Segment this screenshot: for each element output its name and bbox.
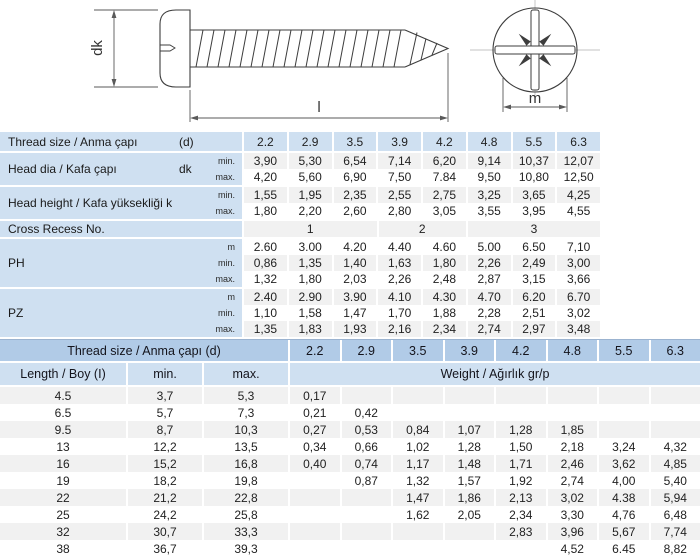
pz-max-row	[244, 321, 600, 337]
pz-block	[0, 289, 600, 337]
weight-cell: 1,07	[445, 421, 495, 438]
weight-cell	[290, 523, 340, 540]
max-cell: 39,3	[204, 540, 288, 557]
value-cell: 9,14	[468, 153, 511, 169]
header-sub-spacer	[205, 132, 242, 151]
weight-cell: 6,48	[651, 506, 700, 523]
value-cell: 5,60	[289, 169, 332, 185]
value-cell: 9,50	[468, 169, 511, 185]
weight-cell: 0,66	[342, 438, 392, 455]
weight-cell: 1,17	[393, 455, 443, 472]
max-sublabel: max.	[215, 324, 235, 334]
table-row	[0, 387, 700, 404]
value-cell: 7,10	[557, 239, 600, 255]
value-cell: 4.20	[334, 239, 377, 255]
weight-cell	[599, 387, 649, 404]
max-sublabel: max.	[215, 206, 235, 216]
min-sublabel: min.	[217, 156, 235, 166]
value-cell: 4,20	[244, 169, 287, 185]
weight-cell: 2,46	[548, 455, 598, 472]
value-cell: 2.90	[289, 289, 332, 305]
value-cell: 6,90	[334, 169, 377, 185]
value-cell: 12,50	[557, 169, 600, 185]
max-column-header: max.	[204, 363, 288, 385]
value-cell: 2,28	[468, 305, 511, 321]
weight-cell: 4,00	[599, 472, 649, 489]
weight-cell: 0,17	[290, 387, 340, 404]
t2-body	[0, 387, 700, 557]
weight-cell	[290, 472, 340, 489]
min-cell: 24,2	[128, 506, 202, 523]
pz-min-row	[244, 305, 600, 321]
m-dimension-label: m	[528, 90, 542, 107]
value-cell: 3,05	[423, 203, 466, 219]
head-height-min-row	[244, 187, 600, 203]
weight-cell	[651, 387, 700, 404]
weight-cell	[599, 421, 649, 438]
weight-cell	[342, 489, 392, 506]
length-cell: 6.5	[0, 404, 126, 421]
weight-cell: 0,34	[290, 438, 340, 455]
value-cell: 1,10	[244, 305, 287, 321]
weight-cell: 1,62	[393, 506, 443, 523]
min-cell: 15,2	[128, 455, 202, 472]
max-cell: 22,8	[204, 489, 288, 506]
weight-cell	[651, 421, 700, 438]
min-cell: 21,2	[128, 489, 202, 506]
value-cell: 2,60	[334, 203, 377, 219]
value-cell: 4.10	[378, 289, 421, 305]
weight-cell	[445, 404, 495, 421]
value-cell: 4.60	[423, 239, 466, 255]
weight-cell	[599, 404, 649, 421]
table-row	[0, 455, 700, 472]
ph-label: PH	[8, 256, 25, 270]
weight-cell: 1,92	[496, 472, 546, 489]
weight-cell: 5,40	[651, 472, 700, 489]
weight-cell: 4.38	[599, 489, 649, 506]
weight-cell	[445, 387, 495, 404]
weight-cell: 3,30	[548, 506, 598, 523]
table-row	[0, 540, 700, 557]
thread-size-cell: 6.3	[651, 340, 700, 361]
value-cell: 2,26	[468, 255, 511, 271]
min-sublabel: min.	[217, 308, 235, 318]
value-cell: 12,07	[557, 153, 600, 169]
head-dia-symbol: dk	[179, 162, 192, 176]
max-cell: 25,8	[204, 506, 288, 523]
weight-cell	[393, 523, 443, 540]
value-cell: 4.70	[468, 289, 511, 305]
head-height-label: Head height / Kafa yüksekliği k	[8, 196, 173, 210]
head-height-max-row	[244, 203, 600, 219]
value-cell: 2,03	[334, 271, 377, 287]
length-cell: 22	[0, 489, 126, 506]
weight-cell	[548, 387, 598, 404]
weight-cell	[496, 404, 546, 421]
value-cell: 5.00	[468, 239, 511, 255]
value-cell: 2,51	[513, 305, 556, 321]
weight-cell: 3,96	[548, 523, 598, 540]
spec-table	[0, 132, 600, 337]
weight-cell: 1,86	[445, 489, 495, 506]
ph-m-row	[244, 239, 600, 255]
value-cell: 4.40	[378, 239, 421, 255]
thread-size-label: Thread size / Anma çapı	[8, 134, 138, 149]
thread-size-header-row	[0, 132, 600, 151]
value-cell: 10,80	[513, 169, 556, 185]
weight-cell: 1,28	[496, 421, 546, 438]
value-cell: 3,95	[513, 203, 556, 219]
weight-cell: 1,28	[445, 438, 495, 455]
value-cell: 2,80	[378, 203, 421, 219]
thread-size-cell: 3.9	[378, 132, 421, 151]
value-cell: 4.30	[423, 289, 466, 305]
value-cell: 3.00	[289, 239, 332, 255]
weight-cell: 1,50	[496, 438, 546, 455]
value-cell: 2,75	[423, 187, 466, 203]
weight-cell: 3,24	[599, 438, 649, 455]
weight-cell: 5,94	[651, 489, 700, 506]
weight-cell: 2,05	[445, 506, 495, 523]
thread-size-cell: 3.9	[445, 340, 495, 361]
min-cell: 3,7	[128, 387, 202, 404]
recess-slot-side	[160, 45, 175, 51]
value-cell: 7,50	[378, 169, 421, 185]
value-cell: 10,37	[513, 153, 556, 169]
table-row	[0, 404, 700, 421]
value-cell: 5,30	[289, 153, 332, 169]
cross-recess-values	[244, 221, 600, 237]
weight-cell	[290, 489, 340, 506]
value-cell: 2,34	[423, 321, 466, 337]
thread-size-cell: 5.5	[513, 132, 556, 151]
value-cell: 2,55	[378, 187, 421, 203]
value-cell: 3,65	[513, 187, 556, 203]
length-cell: 9.5	[0, 421, 126, 438]
value-cell: 1,47	[334, 305, 377, 321]
weight-cell	[496, 540, 546, 557]
pz-label: PZ	[8, 306, 24, 320]
t2-thread-size-label: Thread size / Anma çapı (d)	[0, 340, 288, 361]
cross-recess-group-2: 2	[379, 221, 467, 237]
value-cell: 0,86	[244, 255, 287, 271]
weight-cell	[393, 404, 443, 421]
value-cell: 2,26	[378, 271, 421, 287]
length-cell: 13	[0, 438, 126, 455]
max-cell: 10,3	[204, 421, 288, 438]
value-cell: 1,83	[289, 321, 332, 337]
recess-horizontal-arm	[495, 46, 575, 54]
screw-side-view	[160, 10, 448, 87]
ph-block	[0, 239, 600, 287]
value-cell: 4,25	[557, 187, 600, 203]
pz-m-row	[244, 289, 600, 305]
head-dia-label: Head dia / Kafa çapı	[8, 162, 117, 176]
head-height-block	[0, 187, 600, 219]
recess-top-view	[470, 0, 600, 100]
max-cell: 7,3	[204, 404, 288, 421]
thread-size-cell: 4.8	[468, 132, 511, 151]
weight-cell	[342, 387, 392, 404]
value-cell: 2,49	[513, 255, 556, 271]
value-cell: 7,14	[378, 153, 421, 169]
value-cell: 1,63	[378, 255, 421, 271]
weight-cell: 1,32	[393, 472, 443, 489]
t2-header-row	[0, 339, 700, 361]
weight-cell: 4,76	[599, 506, 649, 523]
min-cell: 30,7	[128, 523, 202, 540]
value-cell: 7.84	[423, 169, 466, 185]
weight-cell: 2,74	[548, 472, 598, 489]
weight-cell	[342, 540, 392, 557]
m-sublabel: m	[227, 242, 235, 252]
weight-cell: 3,02	[548, 489, 598, 506]
weight-cell: 4,32	[651, 438, 700, 455]
weight-cell: 0,27	[290, 421, 340, 438]
thread-lines	[196, 30, 437, 67]
weight-cell: 1,02	[393, 438, 443, 455]
value-cell: 4,55	[557, 203, 600, 219]
max-cell: 5,3	[204, 387, 288, 404]
ph-label-cell	[0, 239, 242, 287]
value-cell: 1,40	[334, 255, 377, 271]
max-cell: 19,8	[204, 472, 288, 489]
value-cell: 3,25	[468, 187, 511, 203]
weight-cell	[651, 404, 700, 421]
weight-cell: 3,62	[599, 455, 649, 472]
value-cell: 2,97	[513, 321, 556, 337]
head-dia-label-cell	[0, 153, 242, 185]
table-row	[0, 506, 700, 523]
weight-cell	[393, 540, 443, 557]
length-cell: 19	[0, 472, 126, 489]
weight-cell	[445, 540, 495, 557]
ph-min-row	[244, 255, 600, 271]
min-cell: 12,2	[128, 438, 202, 455]
thread-size-cell: 2.9	[342, 340, 392, 361]
thread-size-cell: 2.2	[290, 340, 340, 361]
m-sublabel: m	[227, 292, 235, 302]
weight-cell	[342, 506, 392, 523]
value-cell: 3,55	[468, 203, 511, 219]
thread-size-symbol: (d)	[179, 134, 194, 149]
value-cell: 1,80	[244, 203, 287, 219]
weight-cell: 4,52	[548, 540, 598, 557]
weight-cell: 1,57	[445, 472, 495, 489]
value-cell: 1,55	[244, 187, 287, 203]
value-cell: 2,16	[378, 321, 421, 337]
value-cell: 1,35	[244, 321, 287, 337]
table-row	[0, 489, 700, 506]
table-row	[0, 438, 700, 455]
weight-cell: 2,83	[496, 523, 546, 540]
thread-size-header-cell	[0, 132, 242, 151]
value-cell: 6,20	[423, 153, 466, 169]
max-cell: 33,3	[204, 523, 288, 540]
value-cell: 6,54	[334, 153, 377, 169]
weight-cell	[445, 523, 495, 540]
table-row	[0, 523, 700, 540]
weight-cell: 7,74	[651, 523, 700, 540]
max-cell: 13,5	[204, 438, 288, 455]
value-cell: 2,35	[334, 187, 377, 203]
ph-max-row	[244, 271, 600, 287]
value-cell: 1,80	[423, 255, 466, 271]
min-cell: 18,2	[128, 472, 202, 489]
thread-size-cell: 2.2	[244, 132, 287, 151]
head-dia-min-row	[244, 153, 600, 169]
length-weight-table	[0, 339, 700, 557]
length-cell: 4.5	[0, 387, 126, 404]
length-column-header: Length / Boy (I)	[0, 363, 126, 385]
weight-cell	[290, 540, 340, 557]
cross-recess-block	[0, 221, 600, 237]
length-cell: 38	[0, 540, 126, 557]
weight-cell: 0,42	[342, 404, 392, 421]
min-cell: 8,7	[128, 421, 202, 438]
weight-cell: 0,21	[290, 404, 340, 421]
cross-recess-group-1: 1	[244, 221, 377, 237]
weight-column-header: Weight / Ağırlık gr/p	[290, 363, 700, 385]
length-cell: 16	[0, 455, 126, 472]
min-column-header: min.	[128, 363, 202, 385]
length-dimension-label: l	[317, 99, 321, 116]
value-cell: 1,93	[334, 321, 377, 337]
weight-cell	[393, 387, 443, 404]
weight-cell: 2,13	[496, 489, 546, 506]
max-cell: 16,8	[204, 455, 288, 472]
weight-cell: 1,48	[445, 455, 495, 472]
weight-cell: 2,18	[548, 438, 598, 455]
value-cell: 3,66	[557, 271, 600, 287]
screw-technical-drawing	[0, 0, 700, 130]
value-cell: 3,02	[557, 305, 600, 321]
min-cell: 36,7	[128, 540, 202, 557]
value-cell: 6.50	[513, 239, 556, 255]
weight-cell: 0,53	[342, 421, 392, 438]
value-cell: 1,70	[378, 305, 421, 321]
thread-size-cell: 6.3	[557, 132, 600, 151]
value-cell: 6.70	[557, 289, 600, 305]
value-cell: 1,32	[244, 271, 287, 287]
weight-cell: 4,85	[651, 455, 700, 472]
table-row	[0, 421, 700, 438]
value-cell: 2,48	[423, 271, 466, 287]
head-height-label-cell	[0, 187, 242, 219]
weight-cell	[342, 523, 392, 540]
weight-cell: 0,40	[290, 455, 340, 472]
cross-recess-label: Cross Recess No.	[8, 222, 105, 236]
t2-subheader-row	[0, 363, 700, 385]
value-cell: 1,58	[289, 305, 332, 321]
thread-size-cell: 4.8	[548, 340, 598, 361]
thread-size-cell: 2.9	[289, 132, 332, 151]
weight-cell	[290, 506, 340, 523]
thread-size-cell: 4.2	[496, 340, 546, 361]
value-cell: 3,90	[244, 153, 287, 169]
table-row	[0, 472, 700, 489]
min-cell: 5,7	[128, 404, 202, 421]
cross-recess-group-3: 3	[468, 221, 600, 237]
max-sublabel: max.	[215, 172, 235, 182]
min-sublabel: min.	[217, 190, 235, 200]
cross-recess-label-cell	[0, 221, 242, 237]
value-cell: 6.20	[513, 289, 556, 305]
thread-size-cell: 5.5	[599, 340, 649, 361]
thread-size-cell: 4.2	[423, 132, 466, 151]
pz-label-cell	[0, 289, 242, 337]
weight-cell: 2,34	[496, 506, 546, 523]
weight-cell: 0,74	[342, 455, 392, 472]
weight-cell	[496, 387, 546, 404]
value-cell: 2,74	[468, 321, 511, 337]
weight-cell: 0,87	[342, 472, 392, 489]
weight-cell: 0,84	[393, 421, 443, 438]
value-cell: 3,48	[557, 321, 600, 337]
length-cell: 32	[0, 523, 126, 540]
value-cell: 3,15	[513, 271, 556, 287]
value-cell: 2,20	[289, 203, 332, 219]
value-cell: 3,00	[557, 255, 600, 271]
thread-size-values	[244, 132, 600, 151]
thread-size-cell: 3.5	[393, 340, 443, 361]
weight-cell: 1,71	[496, 455, 546, 472]
value-cell: 3.90	[334, 289, 377, 305]
screw-tip	[405, 30, 448, 67]
value-cell: 2.40	[244, 289, 287, 305]
weight-cell	[548, 404, 598, 421]
value-cell: 1,88	[423, 305, 466, 321]
weight-cell: 6.45	[599, 540, 649, 557]
weight-cell: 1,85	[548, 421, 598, 438]
value-cell: 2,87	[468, 271, 511, 287]
min-sublabel: min.	[217, 258, 235, 268]
dk-dimension-label: dk	[89, 40, 106, 56]
value-cell: 1,80	[289, 271, 332, 287]
weight-cell: 1,47	[393, 489, 443, 506]
max-sublabel: max.	[215, 274, 235, 284]
value-cell: 1,95	[289, 187, 332, 203]
length-cell: 25	[0, 506, 126, 523]
head-dia-max-row	[244, 169, 600, 185]
value-cell: 1,35	[289, 255, 332, 271]
thread-size-cell: 3.5	[334, 132, 377, 151]
head-dia-block	[0, 153, 600, 185]
weight-cell: 8,82	[651, 540, 700, 557]
value-cell: 2.60	[244, 239, 287, 255]
weight-cell: 5,67	[599, 523, 649, 540]
